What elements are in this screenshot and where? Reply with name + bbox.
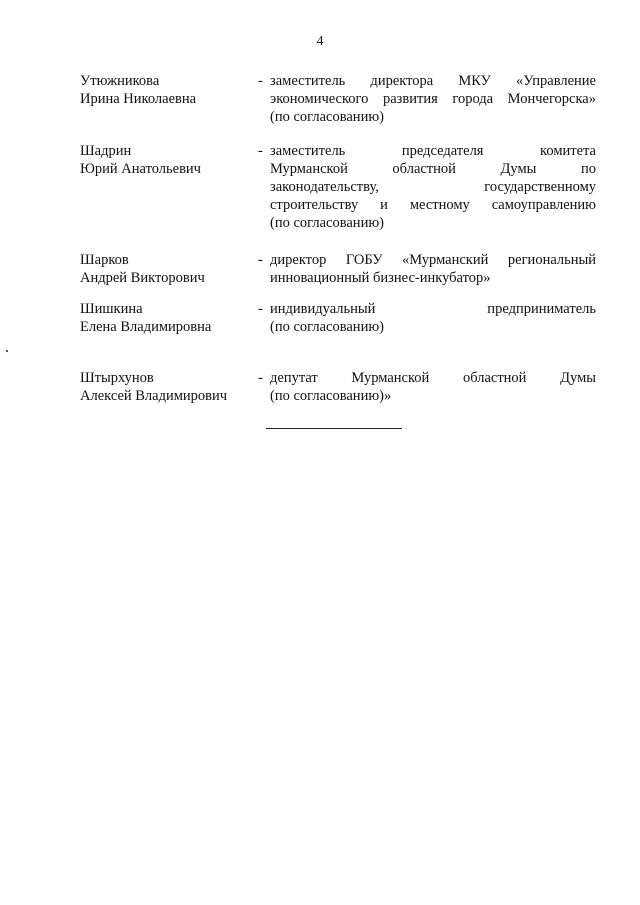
member-name — [80, 300, 258, 336]
member-given-names: Ирина Николаевна — [80, 91, 197, 107]
member-role — [270, 142, 596, 232]
role-line: строительству и местному самоуправлению — [270, 197, 596, 213]
member-entry — [80, 251, 596, 287]
role-line: (по согласованию) — [270, 215, 384, 231]
member-dash: - — [258, 370, 263, 386]
member-surname: Утюжникова — [80, 73, 160, 89]
member-surname: Штырхунов — [80, 370, 154, 386]
role-line: законодательству, государственному — [270, 179, 596, 195]
page-number: 4 — [316, 34, 324, 49]
member-list — [80, 72, 596, 405]
member-name — [80, 251, 258, 287]
role-line: заместитель председателя комитета — [270, 143, 596, 159]
member-dash: - — [258, 301, 263, 317]
member-entry — [80, 72, 596, 126]
role-line: депутат Мурманской областной Думы — [270, 370, 596, 386]
role-line: (по согласованию) — [270, 109, 384, 125]
role-line: директор ГОБУ «Мурманский региональный — [270, 252, 596, 268]
member-surname: Шарков — [80, 252, 129, 268]
member-given-names: Юрий Анатольевич — [80, 161, 201, 177]
role-line: инновационный бизнес-инкубатор» — [270, 270, 491, 286]
member-name — [80, 142, 258, 232]
role-line: Мурманской областной Думы по — [270, 161, 596, 177]
member-surname: Шадрин — [80, 143, 132, 159]
member-role — [270, 72, 596, 126]
member-role — [270, 369, 596, 405]
role-line: (по согласованию) — [270, 319, 384, 335]
member-surname: Шишкина — [80, 301, 143, 317]
role-line: (по согласованию)» — [270, 388, 392, 404]
role-line: индивидуальный предприниматель — [270, 301, 596, 317]
member-given-names: Андрей Викторович — [80, 270, 205, 286]
margin-dot — [6, 350, 8, 352]
member-entry — [80, 300, 596, 336]
role-line: экономического развития города Мончегорска» — [270, 91, 596, 107]
member-dash: - — [258, 252, 263, 268]
member-dash: - — [258, 73, 263, 89]
member-entry — [80, 142, 596, 232]
role-line: заместитель директора МКУ «Управление — [270, 73, 596, 89]
member-role — [270, 300, 596, 336]
member-name — [80, 72, 258, 126]
member-given-names: Елена Владимировна — [80, 319, 212, 335]
member-role — [270, 251, 596, 287]
member-given-names: Алексей Владимирович — [80, 388, 228, 404]
member-dash: - — [258, 143, 263, 159]
member-entry — [80, 369, 596, 405]
end-of-list-rule — [266, 428, 402, 429]
member-name — [80, 369, 258, 405]
